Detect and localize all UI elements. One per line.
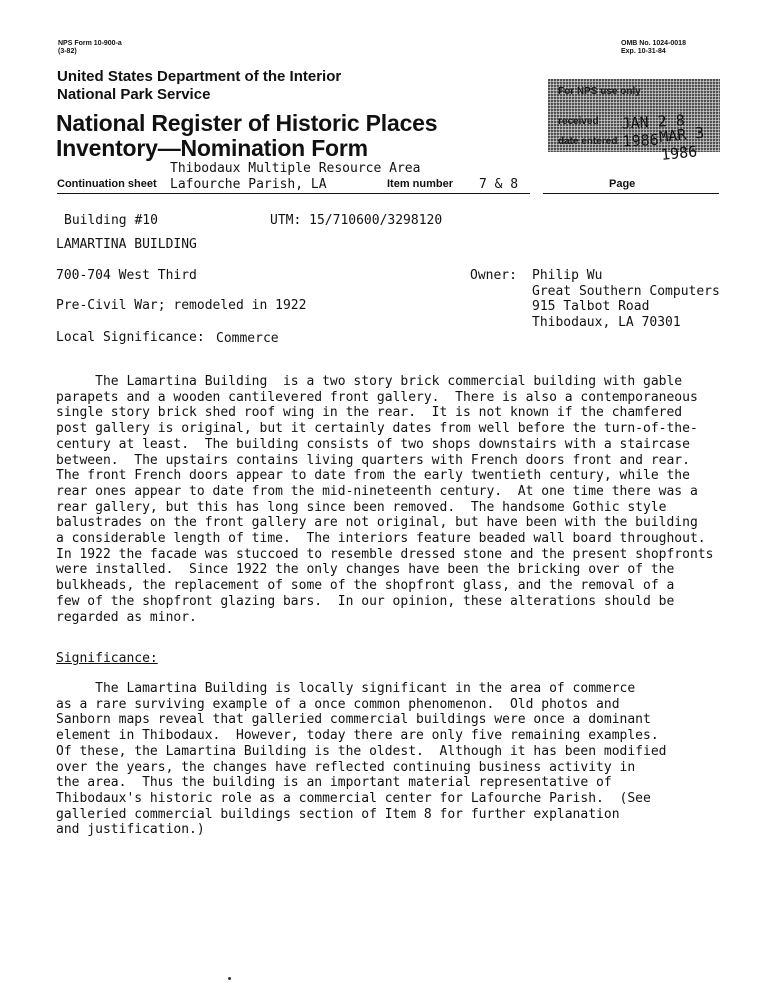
form-title-line2: Inventory—Nomination Form bbox=[56, 135, 368, 161]
service-name: National Park Service bbox=[57, 86, 211, 103]
significance-paragraph: The Lamartina Building is locally significant in the area of commerce as a rare surviving example of a once common phenomenon. Old photos and Sanborn maps reveal that galleried commercial buildings were once a dominant element in Thibodaux. However, today there are only five remaining examples. Of these, the Lamartina Building is the oldest. Although it has been modified over the years, the changes have reflected continuing business activity in the area. Thus the building is an important material representative of Thibodaux's historic role as a commercial center for Lafourche Parish. (See galleried commercial buildings section of Item 8 for further explanation and justification.) bbox=[56, 681, 667, 838]
owner-street: 915 Talbot Road bbox=[532, 299, 650, 314]
item-number-label: Item number bbox=[387, 178, 454, 190]
expiration-date: Exp. 10-31-84 bbox=[621, 48, 666, 55]
utm-coordinates: UTM: 15/710600/3298120 bbox=[270, 213, 443, 228]
building-address: 700-704 West Third bbox=[56, 268, 197, 283]
page-label: Page bbox=[609, 178, 636, 190]
omb-number: OMB No. 1024-0018 bbox=[621, 40, 686, 47]
form-date: (3-82) bbox=[58, 48, 77, 55]
owner-name: Philip Wu bbox=[532, 268, 603, 283]
department-name: United States Department of the Interior bbox=[57, 68, 342, 85]
building-period: Pre-Civil War; remodeled in 1922 bbox=[56, 298, 307, 313]
building-name: LAMARTINA BUILDING bbox=[56, 237, 197, 252]
significance-area: Commerce bbox=[216, 331, 279, 346]
page-rule bbox=[543, 193, 719, 194]
continuation-sheet-label: Continuation sheet bbox=[57, 178, 157, 190]
received-date-stamp: JAN 2 8 1986 bbox=[621, 111, 686, 151]
resource-area: Thibodaux Multiple Resource Area bbox=[170, 161, 421, 176]
owner-city: Thibodaux, LA 70301 bbox=[532, 315, 681, 330]
significance-heading: Significance: bbox=[56, 651, 158, 666]
parish-location: Lafourche Parish, LA bbox=[170, 177, 327, 192]
form-title-line1: National Register of Historic Places bbox=[56, 110, 438, 136]
building-number: Building #10 bbox=[64, 213, 158, 228]
scan-speck bbox=[228, 977, 231, 980]
date-entered-label: date entered bbox=[558, 136, 618, 147]
received-label: received bbox=[558, 116, 599, 127]
significance-label: Local Significance: bbox=[56, 330, 205, 345]
description-paragraph: The Lamartina Building is a two story brick commercial building with gable parapets and a wooden cantilevered front gallery. There is also a contemporaneous single story brick shed roof wing in the rear. It is not known if the chamfered post gallery is original, but it certainly dates from well before the turn-of-the- century at least. The building consists of two shops downstairs with a staircase between. The upstairs contains living quarters with French doors front and rear. The front French doors appear to date from the early twentieth century, while the rear ones appear to date from the mid-nineteenth century. At one time there was a rear gallery, but this has long since been removed. The handsome Gothic style balustrades on the front gallery are not original, but have been with the building a considerable length of time. The interiors feature beaded wall board throughout. In 1922 the facade was stuccoed to resemble dressed stone and the present shopfronts were installed. Since 1922 the only changes have been the bricking over of the bulkheads, the replacement of some of the shopfront glass, and the removal of a few of the shopfront glazing bars. In our opinion, these alterations should be regarded as minor. bbox=[56, 374, 714, 625]
form-number: NPS Form 10-900-a bbox=[58, 40, 122, 47]
continuation-rule bbox=[57, 193, 530, 194]
nps-use-only-box bbox=[548, 79, 720, 165]
owner-label: Owner: bbox=[470, 268, 517, 283]
owner-company: Great Southern Computers bbox=[532, 284, 720, 299]
entered-date-stamp: MAR 3 1986 bbox=[658, 123, 706, 165]
item-number-value: 7 & 8 bbox=[479, 177, 519, 192]
nps-use-only-label: For NPS use only bbox=[558, 86, 641, 97]
